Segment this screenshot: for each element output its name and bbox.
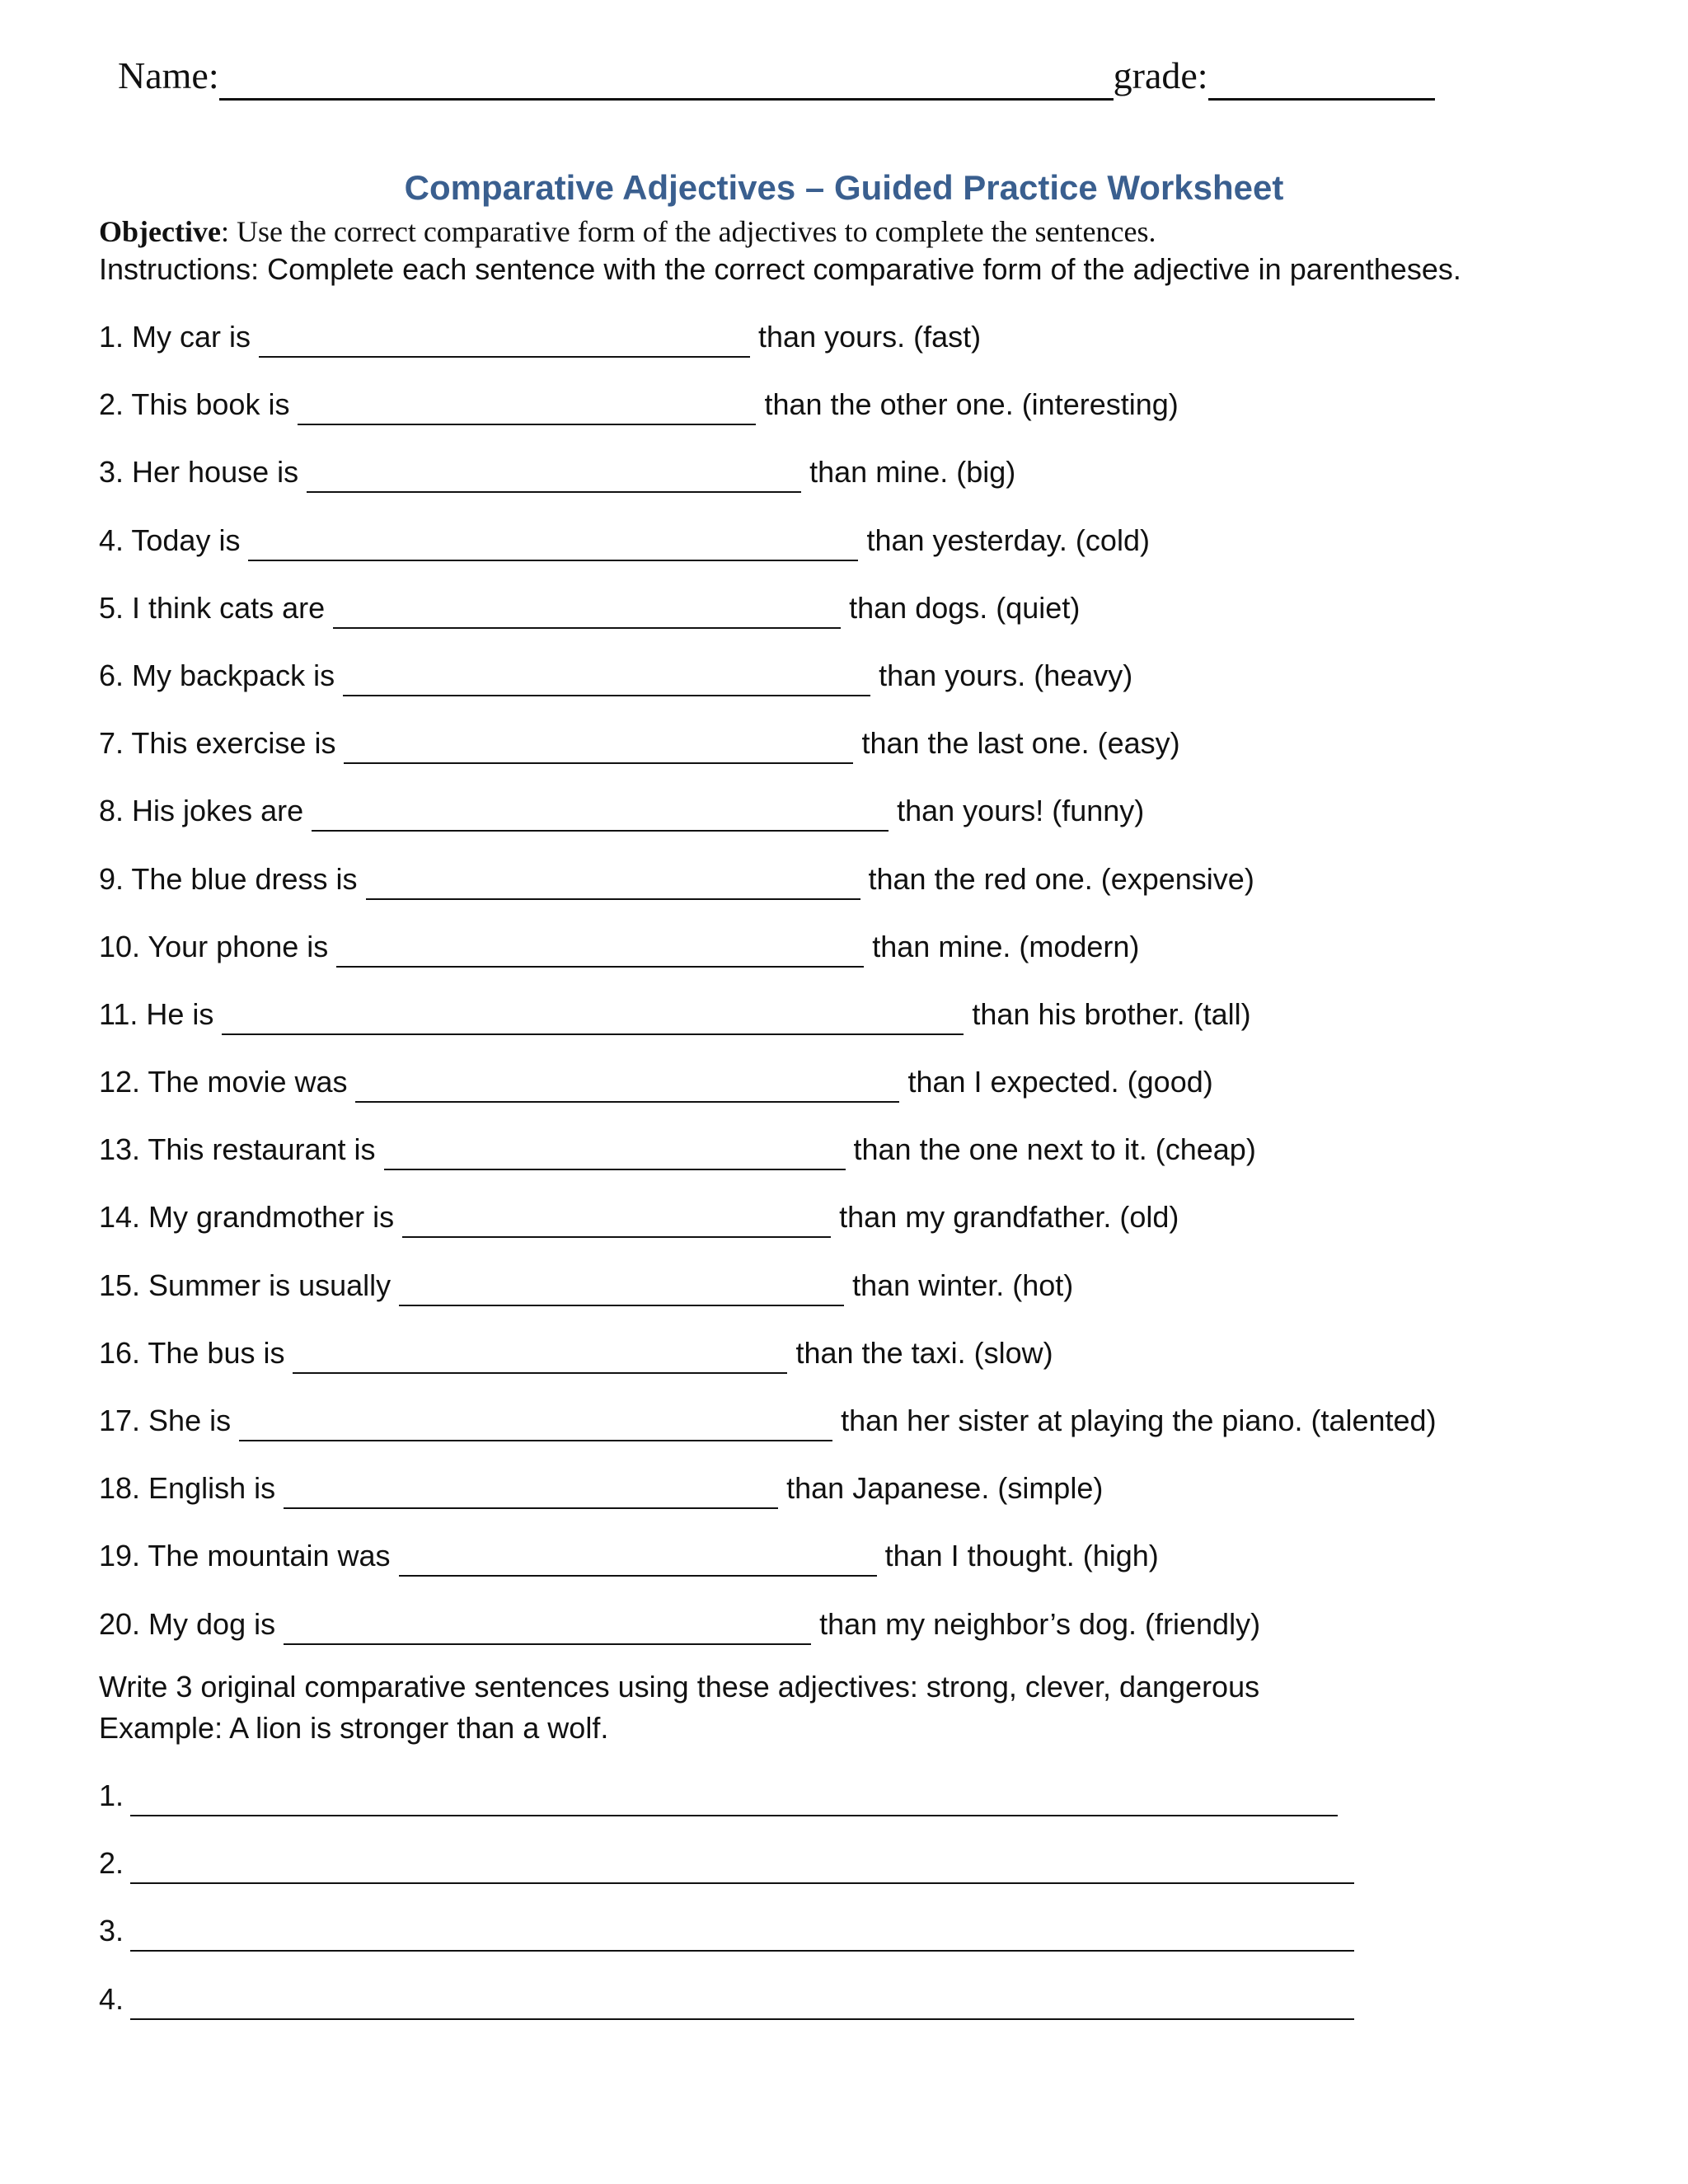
name-blank[interactable] — [219, 60, 1114, 101]
question-list — [99, 316, 1615, 1671]
answer-blank[interactable] — [284, 1476, 778, 1509]
question-prompt: 13. This restaurant is — [99, 1132, 376, 1167]
name-grade-line — [118, 51, 1453, 101]
writing-line-number: 4. — [99, 1981, 124, 2016]
objective — [99, 211, 1156, 252]
question-prompt: 6. My backpack is — [99, 658, 335, 692]
question-item — [99, 994, 1615, 1062]
question-suffix: than my neighbor’s dog. (friendly) — [819, 1606, 1261, 1641]
answer-blank[interactable] — [366, 867, 860, 900]
question-item — [99, 790, 1615, 858]
question-suffix: than the last one. (easy) — [861, 726, 1180, 761]
answer-blank[interactable] — [336, 935, 864, 968]
writing-example: Example: A lion is stronger than a wolf. — [99, 1711, 609, 1745]
question-suffix: than the taxi. (slow) — [795, 1335, 1053, 1370]
question-prompt: 16. The bus is — [99, 1335, 285, 1370]
writing-prompt: Write 3 original comparative sentences using these adjectives: strong, clever, dangerous — [99, 1670, 1260, 1704]
question-suffix: than the one next to it. (cheap) — [853, 1132, 1256, 1167]
answer-blank[interactable] — [293, 1341, 787, 1374]
question-suffix: than I expected. (good) — [907, 1065, 1213, 1099]
question-prompt: 18. English is — [99, 1471, 276, 1506]
question-item — [99, 1129, 1615, 1197]
name-label: Name: — [118, 54, 219, 96]
question-suffix: than Japanese. (simple) — [786, 1471, 1104, 1506]
writing-lines — [99, 1775, 1385, 2046]
question-prompt: 9. The blue dress is — [99, 861, 358, 896]
question-suffix: than mine. (big) — [809, 455, 1016, 490]
answer-blank[interactable] — [239, 1408, 832, 1441]
question-suffix: than his brother. (tall) — [972, 996, 1251, 1031]
question-prompt: 8. His jokes are — [99, 794, 304, 828]
question-item — [99, 1062, 1615, 1129]
question-prompt: 19. The mountain was — [99, 1539, 391, 1573]
answer-blank[interactable] — [343, 663, 870, 696]
question-item — [99, 384, 1615, 452]
grade-label: grade: — [1113, 54, 1208, 96]
writing-line — [99, 1843, 1385, 1910]
objective-label: Objective — [99, 215, 221, 248]
question-prompt: 2. This book is — [99, 387, 290, 422]
question-suffix: than my grandfather. (old) — [839, 1200, 1179, 1235]
grade-blank[interactable] — [1208, 60, 1435, 101]
question-suffix: than I thought. (high) — [884, 1539, 1159, 1573]
answer-blank[interactable] — [399, 1273, 844, 1306]
question-suffix: than the red one. (expensive) — [868, 861, 1254, 896]
question-suffix: than yesterday. (cold) — [866, 523, 1150, 557]
question-suffix: than yours! (funny) — [897, 794, 1145, 828]
question-item — [99, 588, 1615, 655]
question-item — [99, 1265, 1615, 1333]
writing-line — [99, 1775, 1385, 1843]
question-prompt: 12. The movie was — [99, 1065, 348, 1099]
question-suffix: than winter. (hot) — [852, 1268, 1074, 1302]
question-item — [99, 520, 1615, 588]
question-prompt: 11. He is — [99, 996, 214, 1031]
writing-line — [99, 1910, 1385, 1978]
question-item — [99, 1400, 1615, 1468]
question-prompt: 3. Her house is — [99, 455, 299, 490]
writing-line-blank[interactable] — [130, 1851, 1354, 1884]
question-item — [99, 452, 1615, 519]
question-item — [99, 859, 1615, 926]
question-suffix: than the other one. (interesting) — [764, 387, 1179, 422]
answer-blank[interactable] — [399, 1544, 877, 1577]
answer-blank[interactable] — [402, 1205, 831, 1238]
question-prompt: 17. She is — [99, 1404, 232, 1437]
answer-blank[interactable] — [259, 325, 750, 358]
question-prompt: 1. My car is — [99, 320, 251, 354]
answer-blank[interactable] — [248, 528, 858, 561]
answer-blank[interactable] — [384, 1137, 846, 1170]
worksheet-title: Comparative Adjectives – Guided Practice Worksheet — [404, 168, 1284, 207]
answer-blank[interactable] — [312, 799, 889, 832]
answer-blank[interactable] — [333, 596, 841, 629]
writing-prompt-block — [99, 1666, 1259, 1749]
question-suffix: than her sister at playing the piano. (talented) — [841, 1404, 1437, 1437]
question-prompt: 5. I think cats are — [99, 590, 326, 625]
question-suffix: than mine. (modern) — [872, 929, 1140, 963]
instructions: Instructions: Complete each sentence with the correct comparative form of the adjective in parentheses. — [99, 252, 1461, 286]
question-prompt: 14. My grandmother is — [99, 1200, 395, 1235]
question-prompt: 10. Your phone is — [99, 929, 329, 963]
question-item — [99, 1333, 1615, 1400]
question-prompt: 7. This exercise is — [99, 726, 336, 761]
question-prompt: 20. My dog is — [99, 1606, 276, 1641]
question-item — [99, 1468, 1615, 1535]
writing-line-number: 3. — [99, 1914, 124, 1948]
question-item — [99, 1197, 1615, 1264]
answer-blank[interactable] — [284, 1612, 811, 1645]
writing-line-blank[interactable] — [130, 1987, 1354, 2020]
question-item — [99, 723, 1615, 790]
question-suffix: than yours. (heavy) — [879, 658, 1133, 692]
writing-line — [99, 1979, 1385, 2046]
answer-blank[interactable] — [298, 392, 756, 425]
writing-line-blank[interactable] — [130, 1919, 1354, 1952]
objective-text: : Use the correct comparative form of the adjectives to complete the sentences. — [220, 215, 1156, 248]
answer-blank[interactable] — [355, 1070, 899, 1103]
question-prompt: 15. Summer is usually — [99, 1268, 392, 1302]
writing-line-number: 1. — [99, 1779, 124, 1812]
writing-line-number: 2. — [99, 1846, 124, 1881]
writing-line-blank[interactable] — [130, 1783, 1338, 1816]
question-prompt: 4. Today is — [99, 523, 241, 557]
answer-blank[interactable] — [344, 731, 853, 764]
question-item — [99, 926, 1615, 994]
answer-blank[interactable] — [222, 1002, 964, 1035]
answer-blank[interactable] — [307, 460, 801, 493]
question-suffix: than dogs. (quiet) — [849, 590, 1081, 625]
question-suffix: than yours. (fast) — [758, 320, 982, 354]
question-item — [99, 316, 1615, 384]
question-item — [99, 655, 1615, 723]
question-item — [99, 1535, 1615, 1603]
question-item — [99, 1604, 1615, 1671]
